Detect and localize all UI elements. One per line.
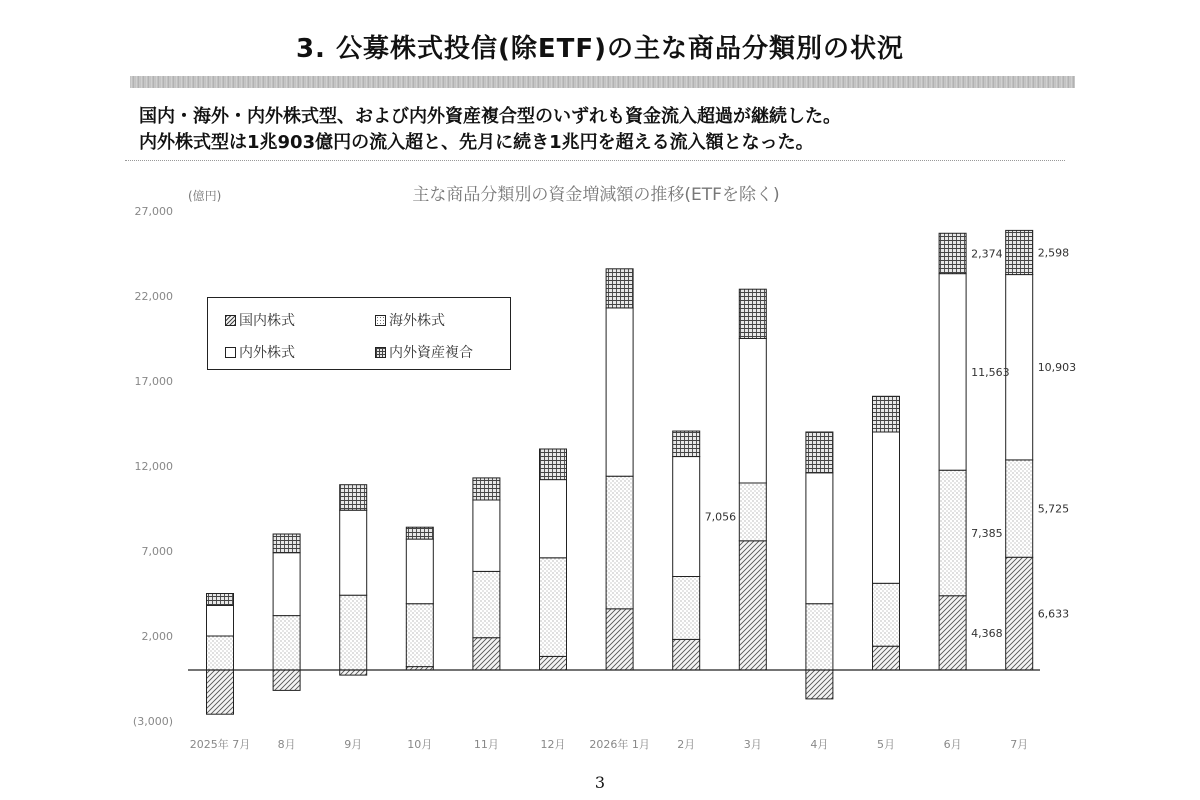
bar-segment bbox=[273, 670, 300, 690]
bar-segment bbox=[739, 541, 766, 670]
x-tick-label: 12月 bbox=[540, 738, 566, 751]
x-axis bbox=[190, 737, 1028, 751]
y-tick-label: (3,000) bbox=[132, 715, 173, 728]
x-tick-label: 7月 bbox=[1010, 738, 1029, 751]
x-tick-label: 2025年 7月 bbox=[189, 738, 251, 751]
legend-label: 海外株式 bbox=[389, 313, 445, 329]
x-tick-label: 2026年 1月 bbox=[589, 738, 650, 751]
bar-segment bbox=[939, 233, 966, 273]
bar-segment bbox=[673, 457, 700, 577]
y-tick-label: 12,000 bbox=[134, 460, 173, 473]
chart-legend bbox=[207, 297, 511, 370]
bar-segment bbox=[540, 656, 567, 670]
chart-title: 主な商品分類別の資金増減額の推移(ETFを除く) bbox=[412, 185, 780, 205]
bar-segment bbox=[1006, 275, 1033, 460]
y-axis bbox=[133, 205, 173, 728]
y-tick-label: 17,000 bbox=[134, 375, 173, 388]
bar-segment bbox=[739, 289, 766, 338]
bar-segment bbox=[207, 594, 234, 606]
page-heading: 3. 公募株式投信(除ETF)の主な商品分類別の状況 bbox=[295, 34, 905, 64]
bar-segment bbox=[673, 431, 700, 457]
bar-segment bbox=[673, 639, 700, 670]
data-label: 11,563 bbox=[971, 365, 1010, 379]
bar-segment bbox=[873, 396, 900, 432]
data-label: 5,725 bbox=[1037, 502, 1070, 516]
bar-segment bbox=[473, 500, 500, 571]
x-tick-label: 4月 bbox=[810, 738, 829, 751]
bar-segment bbox=[873, 646, 900, 670]
bar-segment bbox=[406, 527, 433, 539]
bar-segment bbox=[540, 480, 567, 558]
legend-swatch-dots bbox=[375, 315, 386, 326]
bar-segment bbox=[739, 483, 766, 541]
bar-segment bbox=[606, 609, 633, 670]
bar-segment bbox=[540, 449, 567, 480]
data-label: 7,056 bbox=[704, 510, 737, 524]
legend-label: 内外株式 bbox=[239, 345, 295, 361]
summary-line-1: 国内・海外・内外株式型、および内外資産複合型のいずれも資金流入超過が継続した。 bbox=[139, 106, 841, 127]
x-tick-label: 11月 bbox=[473, 738, 499, 751]
legend-item-multi-asset bbox=[375, 342, 473, 362]
data-label: 7,385 bbox=[971, 526, 1003, 540]
legend-swatch-hatch bbox=[225, 315, 236, 326]
bar-segment bbox=[806, 432, 833, 473]
legend-label: 国内株式 bbox=[239, 313, 295, 329]
bar-segment bbox=[207, 605, 234, 636]
y-tick-label: 2,000 bbox=[141, 630, 173, 643]
bar-segment bbox=[939, 470, 966, 596]
bar-segment bbox=[473, 638, 500, 670]
y-tick-label: 27,000 bbox=[134, 205, 173, 218]
bar-segment bbox=[606, 269, 633, 308]
bar-segment bbox=[340, 595, 367, 670]
bar-segment bbox=[1006, 230, 1033, 274]
bar-segment bbox=[939, 274, 966, 471]
bar-segment bbox=[606, 476, 633, 609]
bar-segment bbox=[873, 432, 900, 583]
bar-segment bbox=[873, 583, 900, 646]
x-tick-label: 9月 bbox=[344, 738, 363, 751]
x-tick-label: 10月 bbox=[407, 738, 433, 751]
bar-segment bbox=[473, 571, 500, 637]
bar-segment bbox=[1006, 557, 1033, 670]
data-label: 2,598 bbox=[1037, 246, 1070, 260]
page-number: 3 bbox=[594, 773, 606, 792]
data-label: 10,903 bbox=[1037, 361, 1077, 375]
bar-segment bbox=[1006, 460, 1033, 557]
bar-segment bbox=[673, 577, 700, 640]
legend-swatch-grid bbox=[375, 347, 386, 358]
bar-segment bbox=[406, 539, 433, 604]
bar-segment bbox=[340, 485, 367, 511]
y-axis-unit-label: (億円) bbox=[188, 189, 222, 203]
bar-segment bbox=[406, 604, 433, 667]
bar-segment bbox=[207, 636, 234, 670]
summary-line-2: 内外株式型は1兆903億円の流入超と、先月に続き1兆円を超える流入額となった。 bbox=[139, 132, 814, 153]
bar-segment bbox=[273, 616, 300, 670]
bar-segment bbox=[340, 510, 367, 595]
bar-segment bbox=[939, 596, 966, 670]
legend-item-global bbox=[225, 342, 295, 362]
x-tick-label: 8月 bbox=[277, 738, 296, 751]
x-tick-label: 3月 bbox=[743, 738, 762, 751]
data-label: 6,633 bbox=[1037, 607, 1070, 621]
x-tick-label: 2月 bbox=[677, 738, 696, 751]
data-label: 4,368 bbox=[971, 626, 1003, 640]
y-tick-label: 22,000 bbox=[134, 290, 173, 303]
bar-segment bbox=[273, 534, 300, 553]
bar-segment bbox=[473, 478, 500, 500]
x-tick-label: 5月 bbox=[877, 738, 895, 751]
data-label: 2,374 bbox=[971, 247, 1003, 261]
bar-segment bbox=[806, 670, 833, 699]
bar-segment bbox=[540, 558, 567, 657]
y-tick-label: 7,000 bbox=[141, 545, 173, 558]
legend-swatch-blank bbox=[225, 347, 236, 358]
x-tick-label: 6月 bbox=[943, 738, 962, 751]
legend-item-overseas bbox=[375, 310, 445, 330]
legend-item-domestic bbox=[225, 310, 295, 330]
bar-segment bbox=[340, 670, 367, 675]
bar-segment bbox=[806, 604, 833, 670]
legend-label: 内外資産複合 bbox=[389, 345, 473, 361]
bar-segment bbox=[606, 308, 633, 476]
bar-segment bbox=[739, 339, 766, 484]
bar-segment bbox=[273, 553, 300, 616]
bar-segment bbox=[207, 670, 234, 714]
bar-segment bbox=[806, 473, 833, 604]
